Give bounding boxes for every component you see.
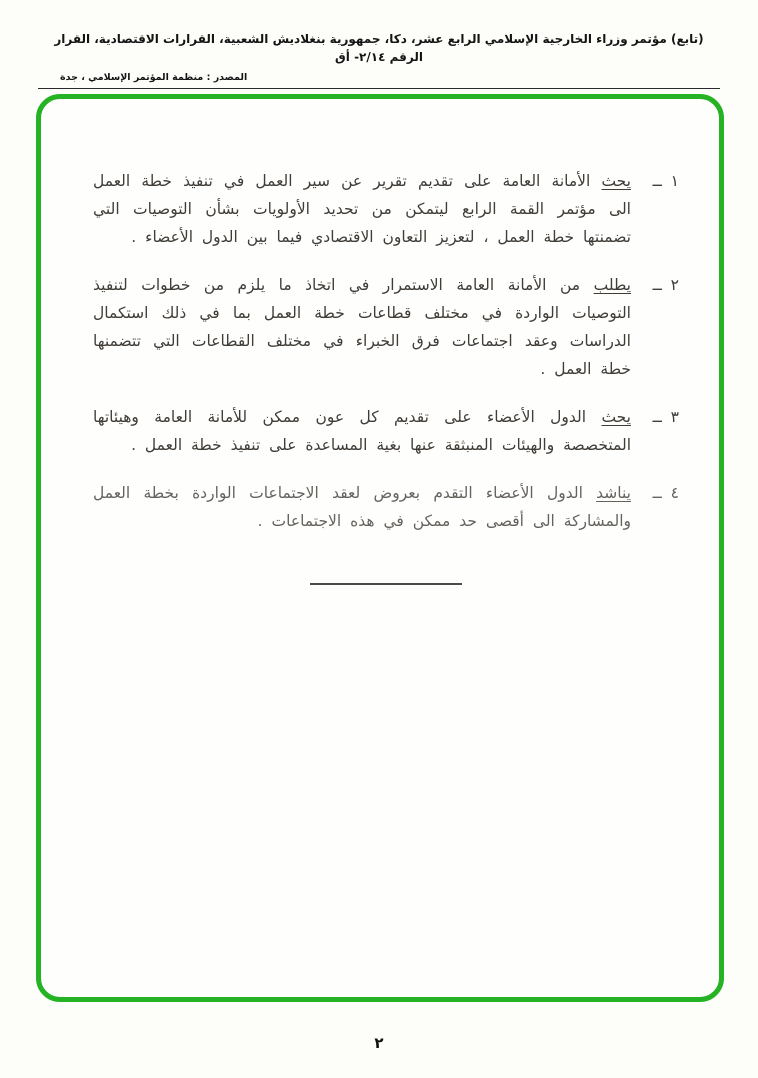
item-number: ٢ ــ (652, 276, 679, 294)
resolution-item-4 (93, 479, 679, 535)
item-lead: يحث (601, 172, 631, 190)
resolution-item-3 (93, 403, 679, 459)
resolution-item-1 (93, 167, 679, 251)
item-text (93, 403, 631, 459)
item-body-text: من الأمانة العامة الاستمرار في اتخاذ ما يلزم من خطوات لتنفيذ التوصيات الواردة في مختلف قطاعات خطة العمل بما في ذلك استكمال الدراسات وعقد اجتماعات فرق الخبراء في مختلف القطاعات التي تتضمنها خطة العمل . (93, 276, 631, 378)
item-number: ٤ ــ (652, 484, 679, 502)
item-body-text: الدول الأعضاء التقدم بعروض لعقد الاجتماعات الواردة بخطة العمل والمشاركة الى أقصى حد ممكن في هذه الاجتماعات . (93, 484, 631, 530)
item-text (93, 167, 631, 251)
document-header (38, 30, 720, 89)
item-text (93, 271, 631, 383)
header-reference-line: (تابع) مؤتمر وزراء الخارجية الإسلامي الرابع عشر، دكا، جمهورية بنغلاديش الشعبية، القرارات الاقتصادية، القرار الرقم ٢/١٤- أق (54, 32, 704, 64)
item-text (93, 479, 631, 535)
item-lead: يطلب (593, 276, 631, 294)
page-number: ٢ (374, 1034, 384, 1052)
section-end-divider (310, 583, 462, 585)
header-source-line: المصدر : منظمة المؤتمر الإسلامي ، جدة (60, 72, 248, 83)
resolution-item-2 (93, 271, 679, 383)
item-body-text: الدول الأعضاء على تقديم كل عون ممكن للأمانة العامة وهيئاتها المتخصصة والهيئات المنبثقة عنها بغية المساعدة على تنفيذ خطة العمل . (93, 408, 631, 454)
item-lead: يحث (601, 408, 631, 426)
document-body (93, 167, 679, 585)
item-number: ٣ ــ (652, 408, 679, 426)
item-number: ١ ــ (652, 172, 679, 190)
header-rule (38, 88, 720, 89)
item-body-text: الأمانة العامة على تقديم تقرير عن سير العمل في تنفيذ خطة العمل الى مؤتمر القمة الرابع ليتمكن من تحديد الأولويات بشأن التوصيات التي تضمنتها خطة العمل ، لتعزيز التعاون الاقتصادي فيما بين الدول الأعضاء . (93, 172, 631, 246)
document-frame (36, 94, 724, 1002)
item-lead: يناشد (596, 484, 631, 502)
